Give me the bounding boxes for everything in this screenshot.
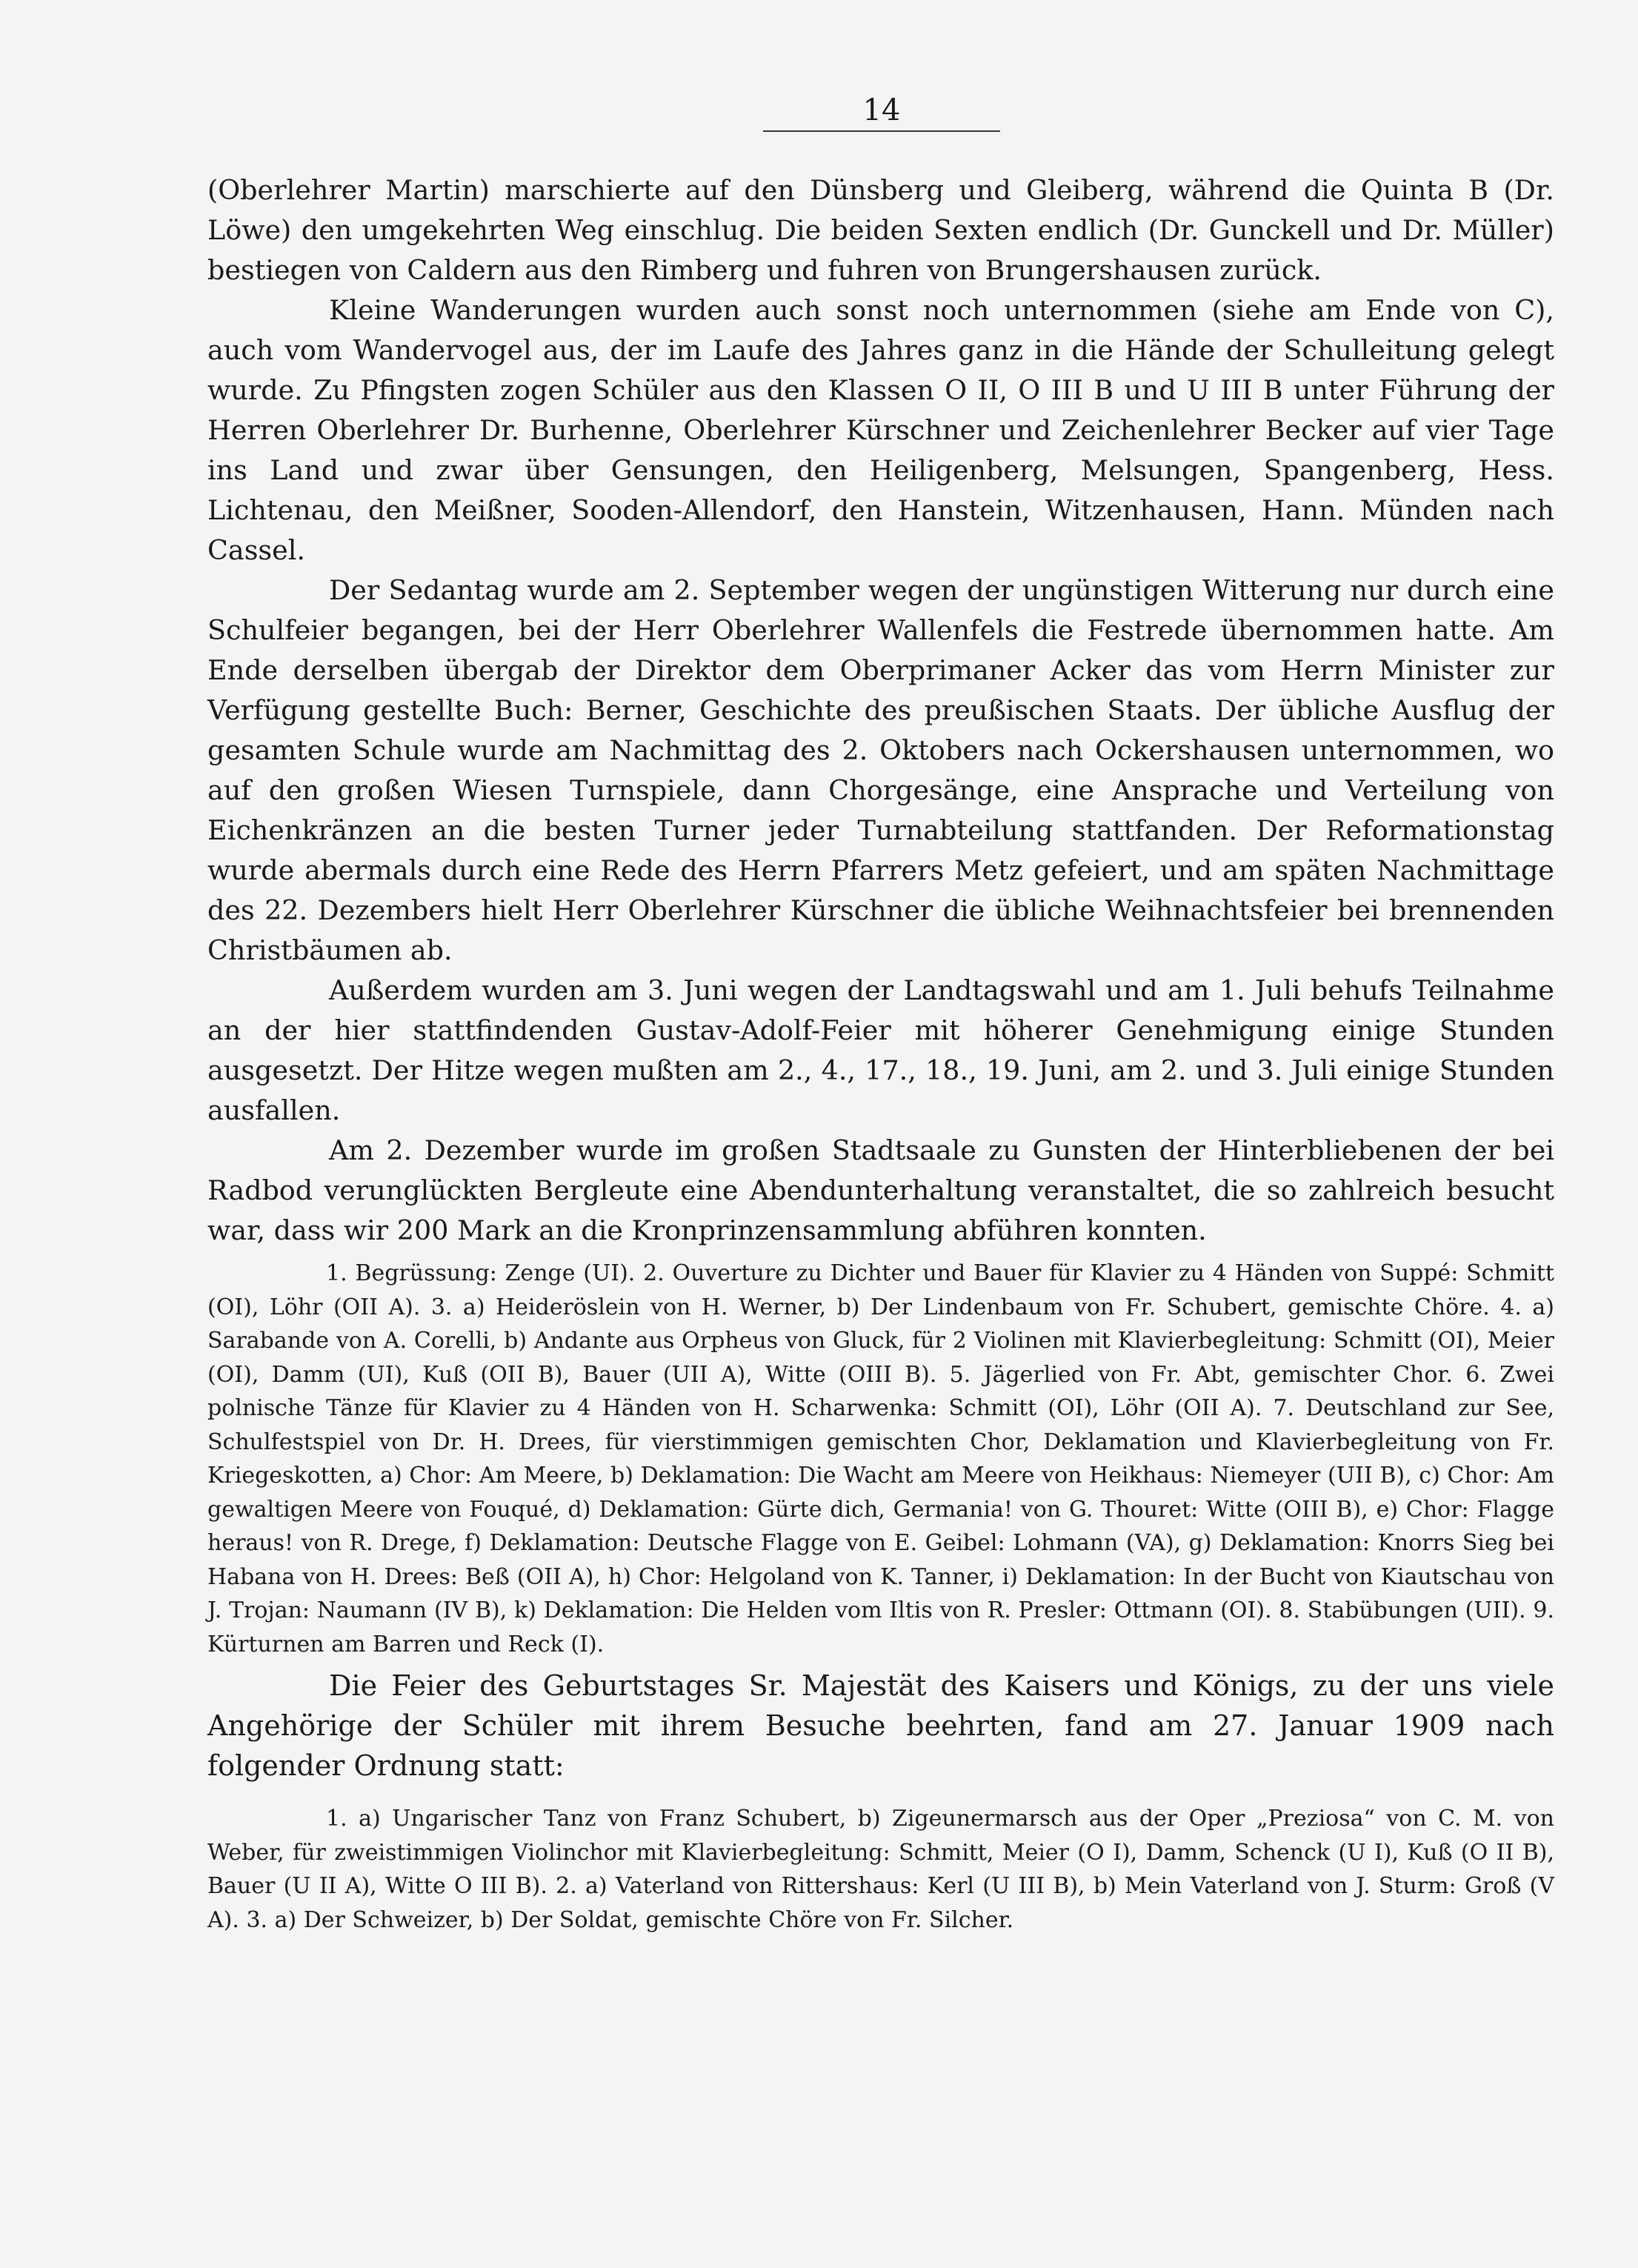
program-charity-evening: 1. Begrüssung: Zenge (UI). 2. Ouverture zu Dichter und Bauer für Klavier zu 4 Händen von Suppé: Schmitt (OI), Löhr (OII A). 3. a) Heideröslein von H. Werner, b) Der Lindenbaum von Fr. Schubert, gemischte Chöre. 4. a) Sarabande von A. Corelli, b) Andante aus Orpheus von Gluck, für 2 Violinen mit Klavierbegleitung: Schmitt (OI), Meier (OI), Damm (UI), Kuß (OII B), Bauer (UII A), Witte (OIII B). 5. Jägerlied von Fr. Abt, gemischter Chor. 6. Zwei polnische Tänze für Klavier zu 4 Händen von H. Scharwenka: Schmitt (OI), Löhr (OII A). 7. Deutschland zur See, Schulfestspiel von Dr. H. Drees, für vierstimmigen gemischten Chor, Deklamation und Klavierbegleitung von Fr. Kriegeskotten, a) Chor: Am Meere, b) Deklamation: Die Wacht am Meere von Heikhaus: Niemeyer (UII B), c) Chor: Am gewaltigen Meere von Fouqué, d) Deklamation: Gürte dich, Germania! von G. Thouret: Witte (OIII B), e) Chor: Flagge heraus! von R. Drege, f) Deklamation: Deutsche Flagge von E. Geibel: Lohmann (VA), g) Deklamation: Knorrs Sieg bei Habana von H. Drees: Beß (OII A), h) Chor: Helgoland von K. Tanner, i) Deklamation: In der Bucht von Kiautschau von J. Trojan: Naumann (IV B), k) Deklamation: Die Helden vom Iltis von R. Presler: Ottmann (OI). 8. Stabübungen (UII). 9. Kürturnen am Barren und Reck (I).: [207, 1260, 1554, 1657]
page-number: 14: [763, 90, 1000, 132]
paragraph-hike-continuation: (Oberlehrer Martin) marschierte auf den Dünsberg und Gleiberg, während die Quinta B (Dr. Löwe) den umgekehrten Weg einschlug. Die beiden Sexten endlich (Dr. Gunckell und Dr. Müller) bestiegen von Caldern aus den Rimberg und fuhren von Brungershausen zurück.: [207, 174, 1554, 286]
paragraph-cancellations: Außerdem wurden am 3. Juni wegen der Landtagswahl und am 1. Juli behufs Teilnahme an der hier stattfindenden Gustav-Adolf-Feier mit höherer Genehmigung einige Stunden ausgesetzt. Der Hitze wegen mußten am 2., 4., 17., 18., 19. Juni, am 2. und 3. Juli einige Stunden ausfallen.: [207, 974, 1554, 1126]
paragraph-hikes: Kleine Wanderungen wurden auch sonst noch unternommen (siehe am Ende von C), auch vom Wandervogel aus, der im Laufe des Jahres ganz in die Hände der Schulleitung gelegt wurde. Zu Pfingsten zogen Schüler aus den Klassen O II, O III B und U III B unter Führung der Herren Oberlehrer Dr. Burhenne, Oberlehrer Kürschner und Zeichenlehrer Becker auf vier Tage ins Land und zwar über Gensungen, den Heiligenberg, Melsungen, Spangenberg, Hess. Lichtenau, den Meißner, Sooden-Allendorf, den Hanstein, Witzenhausen, Hann. Münden nach Cassel.: [207, 294, 1554, 566]
program-emperor-birthday: 1. a) Ungarischer Tanz von Franz Schubert, b) Zigeunermarsch aus der Oper „Preziosa“ von C. M. von Weber, für zweistimmigen Violinchor mit Klavierbegleitung: Schmitt, Meier (O I), Damm, Schenck (U I), Kuß (O II B), Bauer (U II A), Witte O III B). 2. a) Vaterland von Rittershaus: Kerl (U III B), b) Mein Vaterland von J. Sturm: Groß (V A). 3. a) Der Schweizer, b) Der Soldat, gemischte Chöre von Fr. Silcher.: [207, 1806, 1554, 1933]
paragraph-charity-evening: Am 2. Dezember wurde im großen Stadtsaale zu Gunsten der Hinterbliebenen der bei Radbod verunglückten Bergleute eine Abendunterhaltung veranstaltet, die so zahlreich besucht war, dass wir 200 Mark an die Kronprinzensammlung abführen konnten.: [207, 1134, 1554, 1246]
document-body: [207, 170, 1554, 1941]
paragraph-emperor-birthday: Die Feier des Geburtstages Sr. Majestät des Kaisers und Königs, zu der uns viele Angehörige der Schüler mit ihrem Besuche beehrten, fand am 27. Januar 1909 nach folgender Ordnung statt:: [207, 1669, 1554, 1782]
paragraph-sedantag: Der Sedantag wurde am 2. September wegen der ungünstigen Witterung nur durch eine Schulfeier begangen, bei der Herr Oberlehrer Wallenfels die Festrede übernommen hatte. Am Ende derselben übergab der Direktor dem Oberprimaner Acker das vom Herrn Minister zur Verfügung gestellte Buch: Berner, Geschichte des preußischen Staats. Der übliche Ausflug der gesamten Schule wurde am Nachmittag des 2. Oktobers nach Ockershausen unternommen, wo auf den großen Wiesen Turnspiele, dann Chorgesänge, eine Ansprache und Verteilung von Eichenkränzen an die besten Turner jeder Turnabteilung stattfanden. Der Reformationstag wurde abermals durch eine Rede des Herrn Pfarrers Metz gefeiert, und am späten Nachmittage des 22. Dezembers hielt Herr Oberlehrer Kürschner die übliche Weihnachtsfeier bei brennenden Christbäumen ab.: [207, 574, 1554, 966]
